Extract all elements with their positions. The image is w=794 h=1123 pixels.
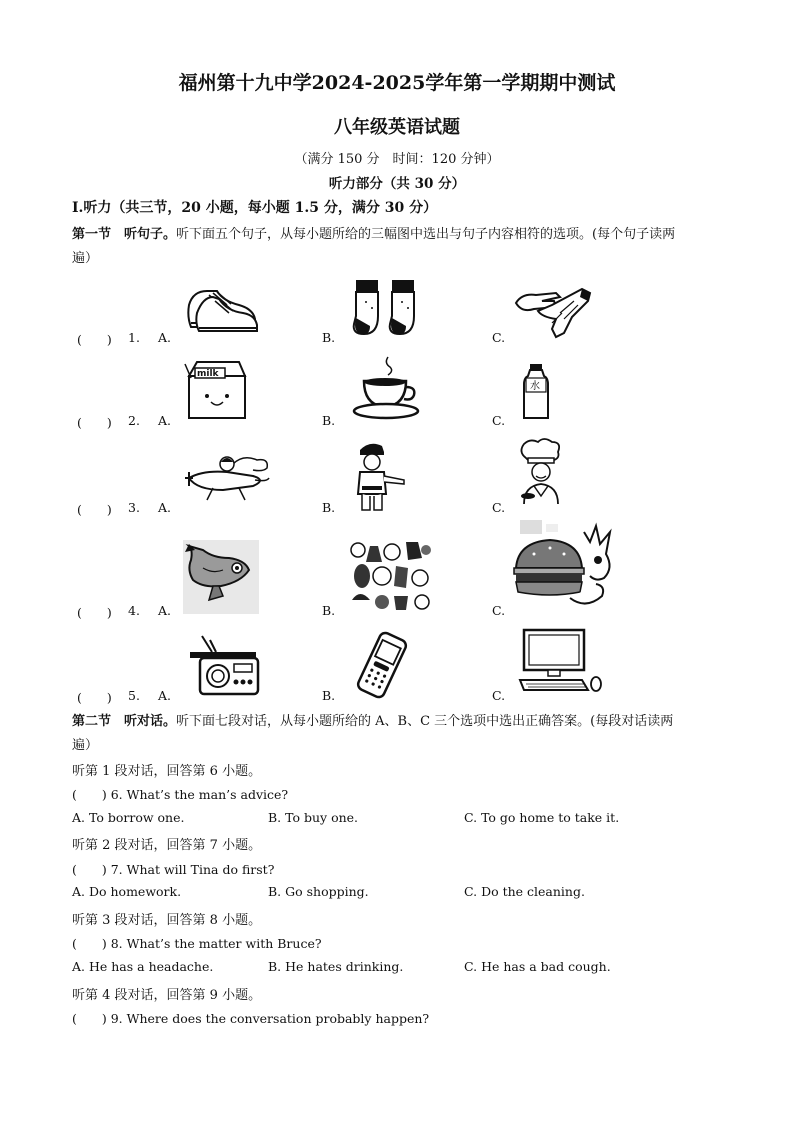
subject-title: 八年级英语试题 — [334, 117, 460, 138]
mobile-phone-picture[interactable] — [354, 630, 410, 700]
option-c[interactable]: C. He has a bad cough. — [464, 959, 611, 974]
option-c-label: C. — [492, 413, 506, 428]
dialog-question[interactable]: ( ) 7. What will Tina do first? — [72, 862, 275, 877]
chef-picture[interactable] — [516, 438, 566, 508]
answer-bracket[interactable]: ( ) — [77, 605, 112, 620]
section1-instruction — [72, 223, 675, 242]
sneakers-picture[interactable] — [183, 283, 261, 335]
dialog-question[interactable]: ( ) 9. Where does the conversation probably happen? — [72, 1011, 430, 1026]
dialog-question[interactable]: ( ) 8. What’s the matter with Bruce? — [72, 936, 322, 951]
option-c-label: C. — [492, 688, 506, 703]
fish-picture[interactable] — [183, 540, 259, 614]
option-b[interactable]: B. He hates drinking. — [268, 959, 404, 974]
milk-label: milk — [197, 369, 219, 379]
option-a-label: A. — [158, 500, 172, 515]
question-number: 4. — [128, 603, 140, 618]
option-a[interactable]: A. He has a headache. — [72, 959, 214, 974]
option-a[interactable]: A. Do homework. — [72, 884, 182, 899]
dialog-intro: 听第 2 段对话，回答第 7 小题。 — [72, 838, 262, 853]
socks-picture[interactable] — [348, 278, 426, 340]
section2-label: 第二节 听对话。 — [72, 714, 177, 729]
section1-label: 第一节 听句子。 — [72, 227, 177, 242]
exam-info: （满分 150 分 时间：120 分钟） — [294, 152, 500, 167]
option-a-label: A. — [158, 688, 172, 703]
option-c[interactable]: C. To go home to take it. — [464, 810, 620, 825]
section1-instruction-cont: 遍） — [72, 251, 99, 266]
section2-instruction — [72, 710, 673, 729]
option-c-label: C. — [492, 603, 506, 618]
coffee-cup-picture[interactable] — [350, 355, 422, 421]
part-title: 听力部分（共 30 分） — [328, 176, 466, 192]
option-b-label: B. — [322, 603, 336, 618]
dialog-question[interactable]: ( ) 6. What’s the man’s advice? — [72, 787, 289, 802]
section2-instruction-cont: 遍） — [72, 738, 99, 753]
option-b-label: B. — [322, 330, 336, 345]
police-officer-picture[interactable] — [348, 440, 406, 514]
question-number: 5. — [128, 688, 140, 703]
gloves-picture[interactable] — [512, 283, 594, 341]
option-b-label: B. — [322, 688, 336, 703]
section1-instruction-text: 听下面五个句子，从每小题所给的三幅图中选出与句子内容相符的选项。(每个句子读两 — [176, 227, 676, 242]
option-b[interactable]: B. Go shopping. — [268, 884, 369, 899]
pilot-plane-picture[interactable] — [183, 450, 271, 504]
answer-bracket[interactable]: ( ) — [77, 332, 112, 347]
answer-bracket[interactable]: ( ) — [77, 415, 112, 430]
section2-instruction-text: 听下面七段对话，从每小题所给的 A、B、C 三个选项中选出正确答案。(每段对话读两 — [176, 714, 674, 729]
option-a-label: A. — [158, 413, 172, 428]
option-c-label: C. — [492, 500, 506, 515]
fruits-picture[interactable] — [348, 540, 432, 612]
option-c[interactable]: C. Do the cleaning. — [464, 884, 585, 899]
option-a-label: A. — [158, 330, 172, 345]
milk-carton-picture[interactable] — [183, 358, 249, 422]
water-bottle-picture[interactable] — [520, 362, 552, 422]
option-c-label: C. — [492, 330, 506, 345]
answer-bracket[interactable]: ( ) — [77, 502, 112, 517]
answer-bracket[interactable]: ( ) — [77, 690, 112, 705]
option-a-label: A. — [158, 603, 172, 618]
dialog-intro: 听第 3 段对话，回答第 8 小题。 — [72, 913, 262, 928]
option-b[interactable]: B. To buy one. — [268, 810, 359, 825]
dialog-intro: 听第 4 段对话，回答第 9 小题。 — [72, 988, 262, 1003]
computer-picture[interactable] — [518, 628, 602, 694]
bottle-label: 水 — [530, 381, 540, 392]
option-b-label: B. — [322, 413, 336, 428]
radio-picture[interactable] — [186, 634, 260, 698]
section1-heading: Ⅰ.听力（共三节，20 小题，每小题 1.5 分，满分 30 分） — [72, 200, 438, 216]
question-number: 2. — [128, 413, 140, 428]
dialog-intro: 听第 1 段对话，回答第 6 小题。 — [72, 764, 262, 779]
question-number: 1. — [128, 330, 140, 345]
school-title: 福州第十九中学2024-2025学年第一学期期中测试 — [178, 72, 616, 94]
question-number: 3. — [128, 500, 140, 515]
option-a[interactable]: A. To borrow one. — [72, 810, 185, 825]
option-b-label: B. — [322, 500, 336, 515]
hamburger-dragon-picture[interactable] — [510, 518, 622, 614]
